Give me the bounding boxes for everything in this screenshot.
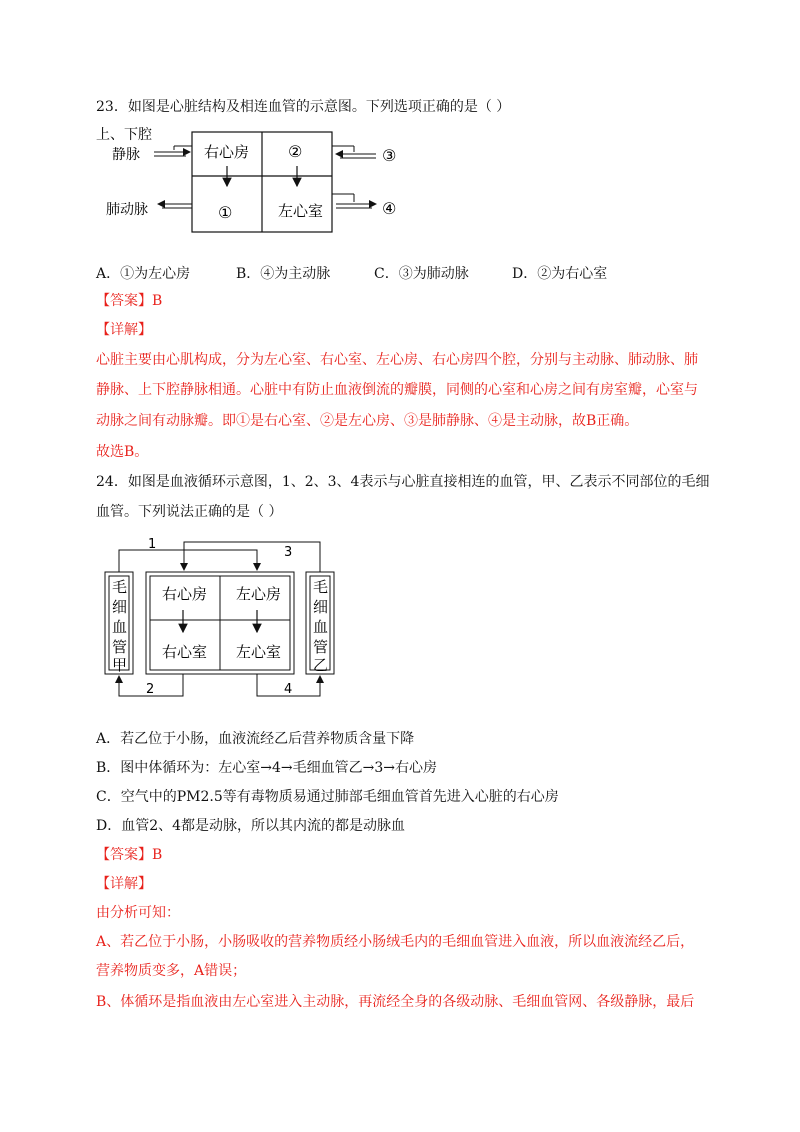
capillary-jia-label xyxy=(112,578,127,674)
q24-detail-label: 【详解】 xyxy=(96,876,152,892)
vessel-3 xyxy=(184,542,320,572)
label-circle-4: ④ xyxy=(382,199,397,218)
q23-explanation-line-2: 静脉、上下腔静脉相通。心脏中有防止血液倒流的瓣膜，同侧的心室和心房之间有房室瓣，心室与 xyxy=(96,382,698,398)
q24-option-a: A．若乙位于小肠，血液流经乙后营养物质含量下降 xyxy=(96,731,415,747)
label-left-ventricle: 左心室 xyxy=(278,202,324,220)
label-vena-cava-2: 静脉 xyxy=(112,147,140,163)
q24-explanation-line-2: A、若乙位于小肠，小肠吸收的营养物质经小肠绒毛内的毛细血管进入血液，所以血液流经乙后， xyxy=(96,934,695,950)
label-vessel-4: 4 xyxy=(284,682,293,697)
label-vessel-3: 3 xyxy=(284,545,293,560)
svg-text:血: 血 xyxy=(112,618,128,636)
q23-explanation-line-1: 心脏主要由心肌构成，分为左心室、右心室、左心房、右心房四个腔，分别与主动脉、肺动脉、肺 xyxy=(96,352,698,368)
svg-text:毛: 毛 xyxy=(112,578,128,596)
q23-option-d: D．②为右心室 xyxy=(512,266,608,282)
svg-text:细: 细 xyxy=(313,598,329,616)
label-circle-1: ① xyxy=(218,203,233,222)
q24-explanation-line-1: 由分析可知： xyxy=(96,905,180,921)
label-circle-2: ② xyxy=(288,142,303,161)
q24-option-c: C．空气中的PM2.5等有毒物质易通过肺部毛细血管首先进入心脏的右心房 xyxy=(96,789,559,805)
q23-stem: 23．如图是心脏结构及相连血管的示意图。下列选项正确的是（ ） xyxy=(96,99,511,115)
svg-text:管: 管 xyxy=(313,638,329,656)
svg-text:细: 细 xyxy=(112,598,128,616)
svg-text:甲: 甲 xyxy=(112,656,128,674)
label-vena-cava-1: 上、下腔 xyxy=(96,127,152,143)
label-right-ventricle: 右心室 xyxy=(162,643,208,661)
q23-option-b: B．④为主动脉 xyxy=(236,266,331,282)
q24-stem-line-1: 24．如图是血液循环示意图，1、2、3、4表示与心脏直接相连的血管，甲、乙表示不同部位的毛细 xyxy=(96,474,710,490)
q24-explanation-line-3: 营养物质变多，A错误； xyxy=(96,963,247,979)
q23-conclusion: 故选B。 xyxy=(96,444,149,460)
svg-text:毛: 毛 xyxy=(313,578,329,596)
label-left-atrium: 左心房 xyxy=(236,585,282,603)
q23-option-c: C．③为肺动脉 xyxy=(374,266,469,282)
label-vessel-2: 2 xyxy=(146,682,155,697)
q23-explanation-line-3: 动脉之间有动脉瓣。即①是右心室、②是左心房、③是肺静脉、④是主动脉，故B正确。 xyxy=(96,413,639,429)
label-pulmonary-artery: 肺动脉 xyxy=(106,202,148,218)
label-circle-3: ③ xyxy=(382,146,397,165)
svg-text:血: 血 xyxy=(313,618,329,636)
label-right-atrium: 右心房 xyxy=(204,143,250,161)
q23-answer: 【答案】B xyxy=(96,293,163,309)
q23-option-a: A．①为左心房 xyxy=(96,266,191,282)
label-left-ventricle: 左心室 xyxy=(236,643,282,661)
svg-text:管: 管 xyxy=(112,638,128,656)
svg-text:乙: 乙 xyxy=(313,656,329,674)
q24-explanation-line-4: B、体循环是指血液由左心室进入主动脉，再流经全身的各级动脉、毛细血管网、各级静脉，最后 xyxy=(96,994,695,1010)
q24-answer: 【答案】B xyxy=(96,847,163,863)
q24-option-b: B．图中体循环为：左心室→4→毛细血管乙→3→右心房 xyxy=(96,760,438,776)
q23-detail-label: 【详解】 xyxy=(96,322,152,338)
label-right-atrium: 右心房 xyxy=(162,585,208,603)
label-vessel-1: 1 xyxy=(148,537,157,552)
q24-option-d: D．血管2、4都是动脉，所以其内流的都是动脉血 xyxy=(96,818,406,834)
q23-heart-diagram xyxy=(96,124,426,236)
q24-circulation-diagram xyxy=(100,536,340,698)
vessel-1 xyxy=(119,550,257,572)
q24-stem-line-2: 血管。下列说法正确的是（ ） xyxy=(96,504,283,520)
capillary-yi-label xyxy=(313,578,328,674)
